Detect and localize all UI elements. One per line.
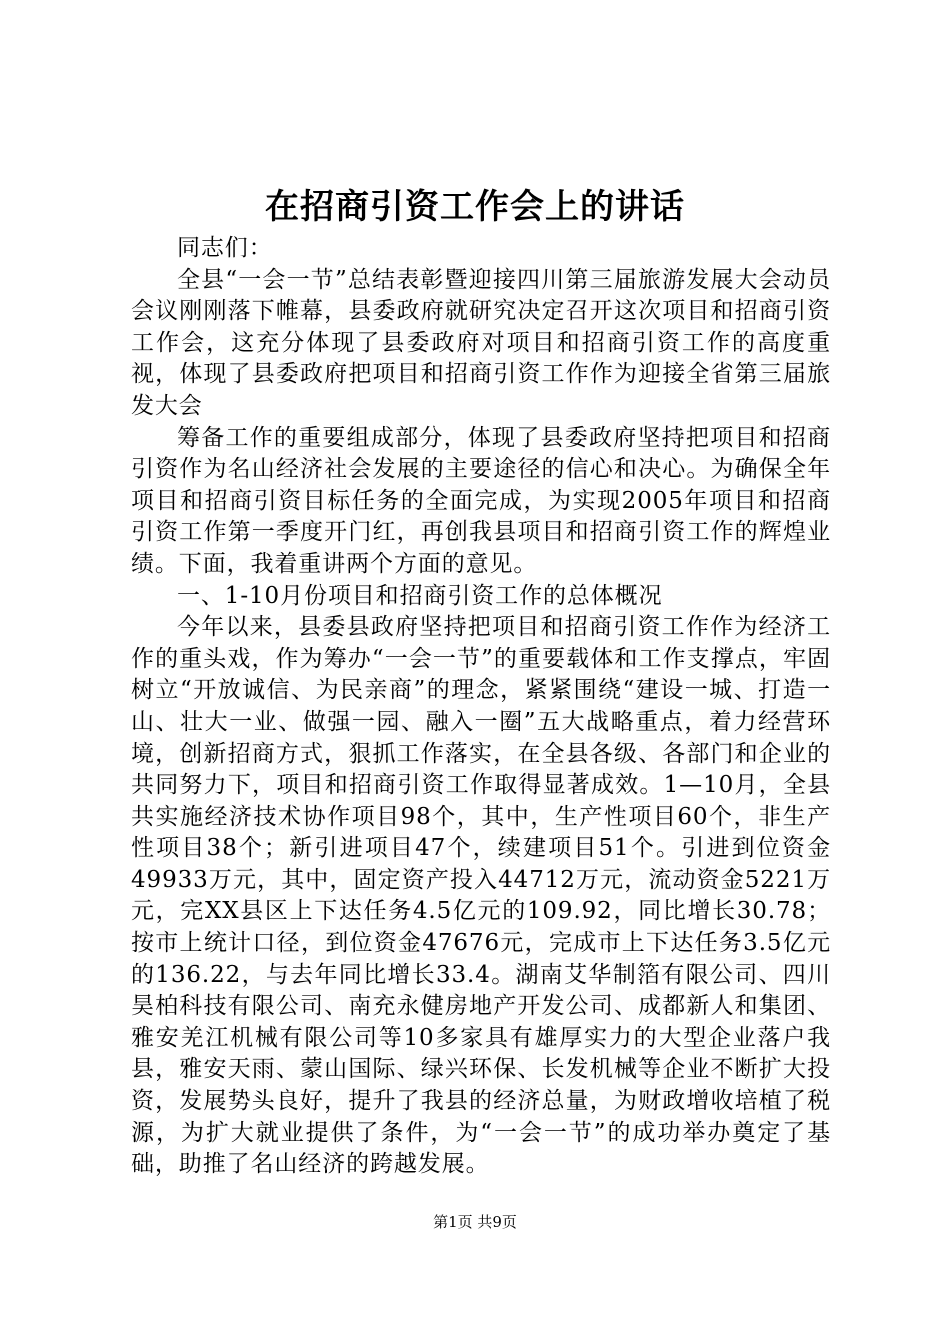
paragraph-intro: 全县“一会一节”总结表彰暨迎接四川第三届旅游发展大会动员会议刚刚落下帷幕，县委政府就研究决定召开这次项目和招商引资工作会，这充分体现了县委政府对项目和招商引资工作的高度重视，体现了县委政府把项目和招商引资工作作为迎接全省第三届旅发大会 bbox=[131, 266, 831, 419]
page-number-footer: 第1页 共9页 bbox=[433, 1213, 517, 1231]
section-heading: 一、1-10月份项目和招商引资工作的总体概况 bbox=[177, 582, 663, 609]
salutation: 同志们： bbox=[177, 235, 273, 261]
document-body bbox=[131, 233, 831, 1181]
paragraph-preparation: 筹备工作的重要组成部分，体现了县委政府坚持把项目和招商引资作为名山经济社会发展的主要途径的信心和决心。为确保全年项目和招商引资目标任务的全面完成，为实现2005年项目和招商引资工作第一季度开门红，再创我县项目和招商引资工作的辉煌业绩。下面，我着重讲两个方面的意见。 bbox=[131, 424, 831, 577]
document-title: 在招商引资工作会上的讲话 bbox=[265, 187, 685, 227]
paragraph-overview: 今年以来，县委县政府坚持把项目和招商引资工作作为经济工作的重头戏，作为筹办“一会一节”的重要载体和工作支撑点，牢固树立“开放诚信、为民亲商”的理念，紧紧围绕“建设一城、打造一山、壮大一业、做强一园、融入一圈”五大战略重点，着力经营环境，创新招商方式，狠抓工作落实，在全县各级、各部门和企业的共同努力下，项目和招商引资工作取得显著成效。1—10月，全县共实施经济技术协作项目98个，其中，生产性项目60个，非生产性项目38个；新引进项目47个，续建项目51个。引进到位资金49933万元，其中，固定资产投入44712万元，流动资金5221万元，完XX县区上下达任务4.5亿元的109.92，同比增长30.78；按市上统计口径，到位资金47676元，完成市上下达任务3.5亿元的136.22，与去年同比增长33.4。湖南艾华制箔有限公司、四川昊柏科技有限公司、南充永健房地产开发公司、成都新人和集团、雅安羌江机械有限公司等10多家具有雄厚实力的大型企业落户我县，雅安天雨、蒙山国际、绿兴环保、长发机械等企业不断扩大投资，发展势头良好，提升了我县的经济总量，为财政增收培植了税源，为扩大就业提供了条件，为“一会一节”的成功举办奠定了基础，助推了名山经济的跨越发展。 bbox=[131, 614, 831, 1178]
